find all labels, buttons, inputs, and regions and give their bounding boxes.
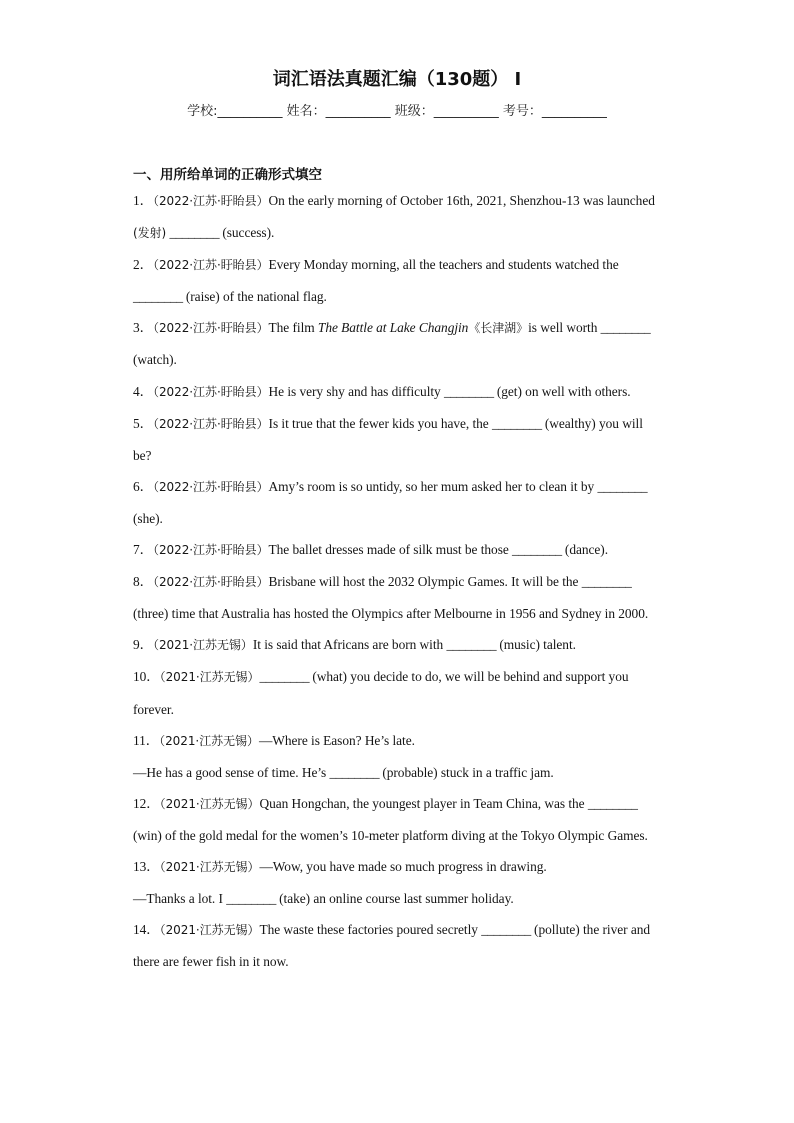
question-text: On the early morning of October 16th, 2021, Shenzhou-13 was launched: [268, 193, 655, 208]
question-text: (get) on well with others.: [493, 383, 631, 399]
student-info-line: [0, 101, 794, 123]
class-blank[interactable]: __________: [433, 104, 499, 119]
question-text: (success).: [219, 225, 275, 241]
dialogue-line: —He has a good sense of time. He’s: [133, 764, 330, 780]
film-title-chinese: 《长津湖》: [468, 321, 529, 336]
question-source: （2022·江苏·盱眙县）: [153, 416, 269, 431]
answer-blank[interactable]: ________: [587, 795, 638, 811]
question-number: 7．: [133, 542, 153, 558]
question-text: Quan Hongchan, the youngest player in Team China, was the: [259, 795, 588, 811]
answer-blank[interactable]: ________: [169, 225, 220, 241]
question-text: (dance).: [561, 542, 608, 558]
question-source: （2021·江苏无锡）: [159, 796, 260, 811]
question-source: （2021·江苏无锡）: [159, 670, 260, 685]
page-title: 词汇语法真题汇编（130题） I: [272, 69, 522, 90]
question-text: (raise) of the national flag.: [182, 289, 327, 305]
answer-blank[interactable]: ________: [597, 478, 648, 494]
answer-blank[interactable]: ________: [492, 415, 542, 431]
question-text: (probable) stuck in a traffic jam.: [379, 764, 554, 780]
question-number: 13．: [133, 858, 160, 874]
question-number: 5．: [133, 415, 153, 431]
dialogue-line: —Where is Eason? He’s late.: [258, 732, 415, 748]
question-number: 3．: [133, 320, 153, 336]
question-source: （2021·江苏无锡）: [159, 923, 260, 938]
question-text: Amy’s room is so untidy, so her mum asked her to clean it by: [268, 478, 598, 494]
question-text: (music) talent.: [496, 637, 576, 653]
question-text: It is said that Africans are born with: [252, 637, 447, 653]
question-list: [133, 185, 663, 977]
question-number: 10．: [133, 669, 160, 685]
answer-blank[interactable]: ________: [133, 289, 183, 305]
class-label: 班级：: [394, 104, 434, 119]
answer-blank[interactable]: ________: [600, 320, 651, 336]
question-item: [133, 725, 663, 788]
film-title: The Battle at Lake Changjin: [317, 320, 469, 336]
answer-blank[interactable]: ________: [259, 669, 310, 685]
question-number: 9．: [133, 637, 153, 653]
question-item: [133, 629, 663, 661]
school-label: 学校:: [187, 104, 218, 119]
question-number: 4．: [133, 383, 153, 399]
answer-blank[interactable]: ________: [446, 637, 497, 653]
question-text: (pollute) the river and there are fewer fish in it now.: [133, 922, 651, 970]
question-item: [133, 788, 663, 851]
question-item: [133, 185, 663, 249]
answer-blank[interactable]: ________: [481, 922, 531, 938]
exam-number-label: 考号：: [502, 104, 542, 119]
question-source: （2021·江苏无锡）: [159, 733, 259, 748]
answer-blank[interactable]: ________: [443, 383, 494, 399]
school-blank[interactable]: __________: [217, 104, 283, 119]
question-source: （2022·江苏·盱眙县）: [153, 194, 269, 208]
question-text: The waste these factories poured secretly: [259, 922, 482, 938]
question-item: [133, 566, 663, 629]
question-number: 14．: [133, 922, 160, 938]
question-text: is well worth: [528, 320, 601, 336]
question-source: （2022·江苏·盱眙县）: [153, 321, 269, 336]
question-item: [133, 376, 663, 408]
question-text: (three) time that Australia has hosted the Olympics after Melbourne in 1956 and Sydney in 2000.: [133, 606, 649, 622]
question-text: (win) of the gold medal for the women’s 10-meter platform diving at the Tokyo Olympic Games.: [133, 827, 648, 843]
question-text: Is it true that the fewer kids you have, the: [268, 415, 492, 431]
answer-blank[interactable]: ________: [581, 574, 632, 590]
question-number: 11．: [133, 732, 160, 748]
dialogue-line: —Wow, you have made so much progress in drawing.: [259, 858, 547, 874]
question-text: (she).: [133, 510, 163, 526]
question-source: （2022·江苏·盱眙县）: [153, 543, 269, 558]
question-number: 6．: [133, 478, 153, 494]
section-heading: 一、用所给单词的正确形式填空: [133, 167, 322, 183]
question-source: （2022·江苏·盱眙县）: [153, 575, 269, 590]
question-number: 2．: [133, 257, 153, 273]
answer-blank[interactable]: ________: [226, 891, 276, 907]
question-number: 1．: [133, 193, 153, 208]
question-source: （2022·江苏·盱眙县）: [153, 384, 269, 399]
exam-number-blank[interactable]: __________: [541, 104, 607, 119]
question-source: （2021·江苏无锡）: [159, 859, 260, 874]
question-item: [133, 534, 663, 566]
question-item: [133, 408, 663, 471]
question-source: （2022·江苏·盱眙县）: [153, 258, 269, 273]
answer-blank[interactable]: ________: [329, 764, 380, 780]
question-item: [133, 249, 663, 312]
question-text: Every Monday morning, all the teachers and students watched the: [268, 257, 619, 273]
question-item: [133, 661, 663, 724]
question-text: The ballet dresses made of silk must be those: [268, 542, 513, 558]
question-item: [133, 312, 663, 375]
question-text: Brisbane will host the 2032 Olympic Games. It will be the: [268, 574, 582, 590]
question-source: （2022·江苏·盱眙县）: [153, 479, 269, 494]
answer-blank[interactable]: ________: [512, 542, 562, 558]
dialogue-line: —Thanks a lot. I: [133, 891, 227, 907]
question-text: (wealthy) you will be?: [133, 415, 643, 463]
name-blank[interactable]: __________: [325, 104, 391, 119]
question-text: (take) an online course last summer holiday.: [275, 891, 514, 907]
question-text: (watch).: [133, 352, 177, 368]
question-item: [133, 471, 663, 534]
question-text: He is very shy and has difficulty: [268, 383, 444, 399]
question-note: (发射): [133, 226, 167, 241]
question-text: The film: [268, 320, 318, 336]
question-number: 12．: [133, 795, 160, 811]
question-item: [133, 914, 663, 977]
name-label: 姓名：: [286, 104, 326, 119]
question-source: （2021·江苏无锡）: [153, 638, 253, 653]
question-item: [133, 851, 663, 914]
question-number: 8．: [133, 574, 153, 590]
question-text: (what) you decide to do, we will be behind and support you forever.: [133, 669, 629, 717]
